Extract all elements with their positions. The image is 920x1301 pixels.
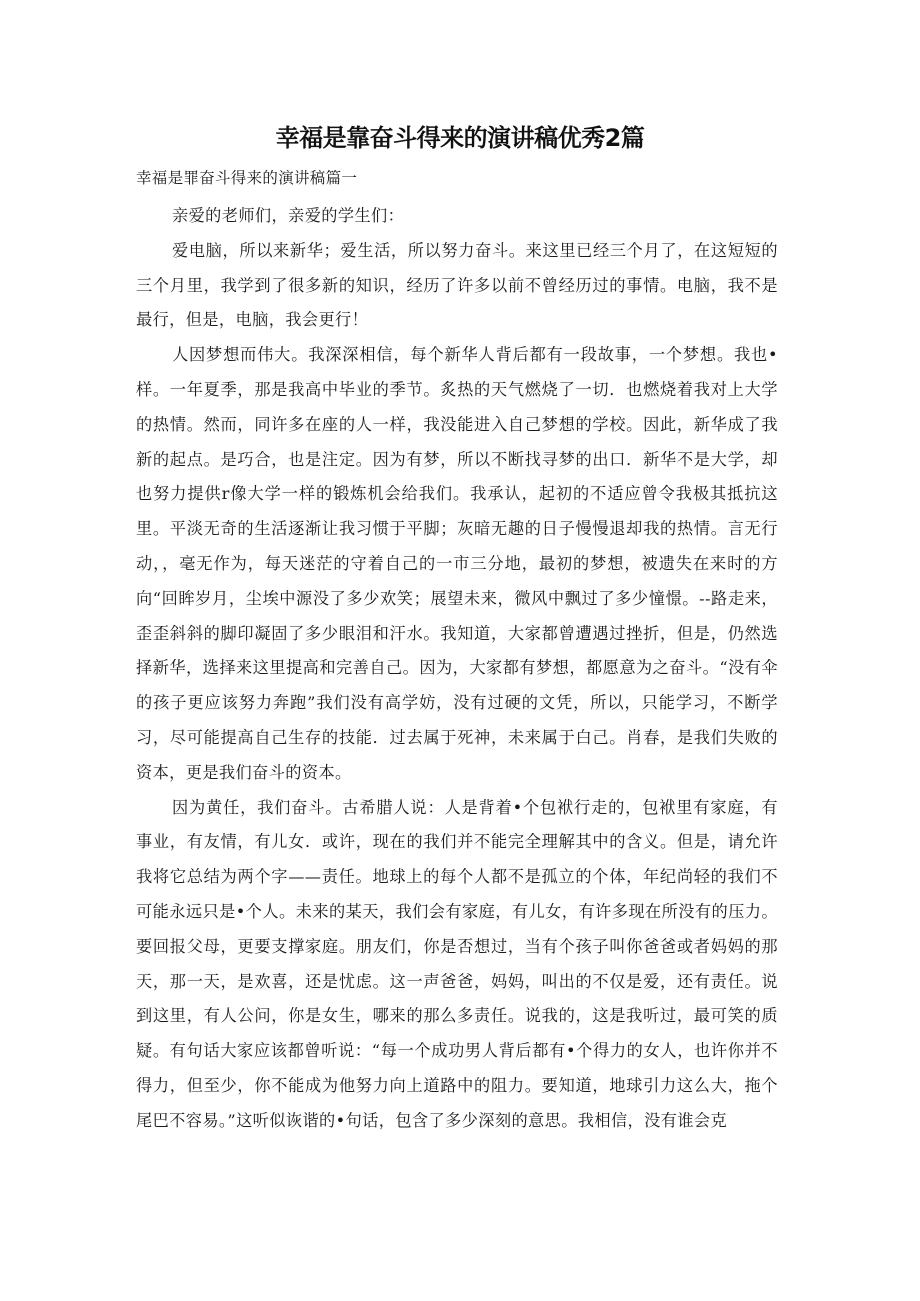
paragraph: 爱电脑，所以来新华；爱生活，所以努力奋斗。来这里已经三个月了，在这短短的三个月里，我学到了很多新的知识，经历了许多以前不曾经历过的事情。电脑，我不是最行，但是，电脑，我会更行！: [136, 240, 778, 330]
paragraph: 因为黄任，我们奋斗。古希腊人说：人是背着•个包袱行走的，包袱里有家庭，有事业，有友情，有儿女．或许，现在的我们并不能完全理解其中的含义。但是，请允许我将它总结为两个字——责任。地球上的每个人都不是孤立的个体，年纪尚轻的我们不可能永远只是•个人。未来的某天，我们会有家庭，有儿女，有许多现在所没有的压力。要回报父母，更要支撑家庭。朋友们，你是否想过，当有个孩子叫你爸爸或者妈妈的那天，那一天，是欢喜，还是忧虑。这一声爸爸，妈妈，叫出的不仅是爱，还有责任。说到这里，有人公问，你是女生，哪来的那么多责任。说我的，这是我听过，最可笑的质疑。有句话大家应该都曾听说：“每一个成功男人背后都有•个得力的女人，也许你并不得力，但至少，你不能成为他努力向上道路中的阻力。要知道，地球引力这么大，拖个尾巴不容易。”这听似诙谐的•句话，包含了多少深刻的意思。我相信，没有谁会克: [136, 797, 778, 1130]
section-heading: 幸福是罪奋斗得来的演讲稿篇一: [136, 169, 358, 187]
document-body: [136, 199, 778, 1139]
paragraph-greeting: 亲爱的老师们，亲爱的学生们：: [172, 206, 405, 225]
document-title: 幸福是靠奋斗得来的演讲稿优秀2篇: [275, 124, 645, 152]
paragraph: 人因梦想而伟大。我深深相信，每个新华人背后都有一段故事，一个梦想。我也•样。一年夏季，那是我高中毕业的季节。炙热的天气燃烧了一切．也燃烧着我对上大学的热情。然而，同许多在座的人一样，我没能进入自己梦想的学校。因此，新华成了我新的起点。是巧合，也是注定。因为有梦，所以不断找寻梦的出口．新华不是大学，却也努力提供r像大学一样的锻炼机会给我们。我承认，起初的不适应曾令我极其抵抗这里。平淡无奇的生活逐渐让我习惯于平脚；灰暗无趣的日子慢慢退却我的热情。言无行动，，毫无作为，每天迷茫的守着自己的一市三分地，最初的梦想，被遗失在来时的方向“回眸岁月，尘埃中源没了多少欢笑；展望未来，微风中飘过了多少憧憬。--路走来，歪歪斜斜的脚印凝固了多少眼泪和汗水。我知道，大家都曾遭遇过挫折，但是，仍然选择新华，选择来这里提高和完善自己。因为，大家都有梦想，都愿意为之奋斗。“没有伞的孩子更应该努力奔跑”我们没有高学妨，没有过硬的文凭，所以，只能学习，不断学习，尽可能提高自己生存的技能．过去属于死神，未来属于白己。肖春，是我们失败的资本，更是我们奋斗的资本。: [136, 345, 778, 782]
